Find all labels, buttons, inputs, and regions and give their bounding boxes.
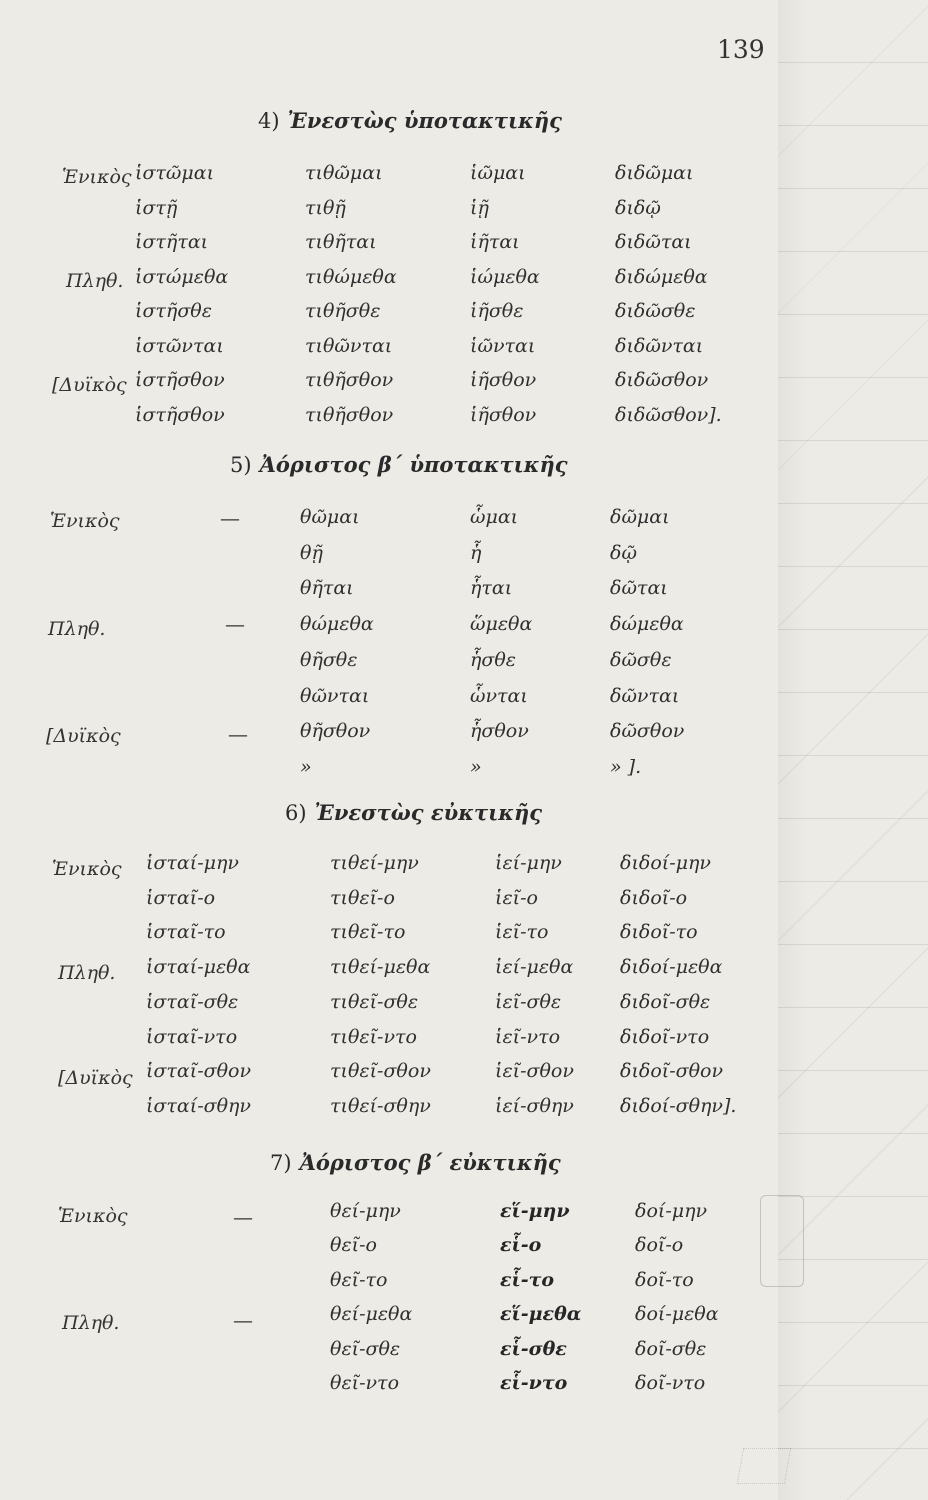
verb-form: εἵ-μεθα: [500, 1303, 582, 1325]
verb-form: θεί-μεθα: [330, 1303, 413, 1325]
section-number: 4): [258, 109, 280, 133]
verb-form: ἱστῆται: [135, 231, 209, 253]
verb-form: τιθῆσθον: [305, 369, 394, 391]
verb-form: θῆται: [300, 577, 354, 599]
section-title: Ἐνεστὼς εὐκτικῆς: [314, 800, 543, 825]
verb-form: δοῖ-ο: [635, 1234, 684, 1256]
verb-form: θῆσθε: [300, 649, 358, 671]
label-plural: Πληθ.: [62, 1312, 120, 1334]
page-number: 139: [717, 35, 765, 64]
verb-form: διδοῖ-ντο: [620, 1026, 710, 1048]
pencil-smudge: [737, 1448, 791, 1484]
verb-form: διδοῖ-σθον: [620, 1060, 724, 1082]
verb-form: ὥμεθα: [470, 613, 533, 635]
verb-form: δοί-μην: [635, 1200, 708, 1222]
verb-form: διδῶσθον: [615, 369, 709, 391]
empty-dash: —: [233, 1205, 253, 1229]
verb-form: ἱεῖ-ο: [495, 887, 538, 909]
verb-form: διδώμεθα: [615, 266, 708, 288]
verb-form: ἱεί-μην: [495, 852, 562, 874]
label-dual: [Δυϊκὸς: [46, 725, 121, 747]
verb-form: ὧμαι: [470, 506, 519, 528]
verb-form: ἱσταῖ-ντο: [146, 1026, 238, 1048]
label-singular: Ἑνικὸς: [52, 858, 122, 880]
verb-form: ἱεί-μεθα: [495, 956, 574, 978]
verb-form: δῶνται: [610, 685, 680, 707]
empty-dash: —: [220, 506, 240, 530]
verb-form: δῶσθε: [610, 649, 672, 671]
verb-form: δοῖ-σθε: [635, 1338, 707, 1360]
verb-form: τιθῶμαι: [305, 162, 383, 184]
verb-form: ἱσταῖ-σθον: [146, 1060, 252, 1082]
label-dual: [Δυϊκὸς: [58, 1067, 133, 1089]
empty-dash: —: [228, 722, 248, 746]
verb-form: ἱστῆσθον: [135, 404, 225, 426]
label-singular: Ἑνικὸς: [50, 510, 120, 532]
verb-form: »: [470, 756, 482, 778]
verb-form: »: [300, 756, 312, 778]
verb-form: ἱώμεθα: [470, 266, 540, 288]
verb-form: ἱῆται: [470, 231, 520, 253]
verb-form: διδῶται: [615, 231, 692, 253]
verb-form: διδοῖ-σθε: [620, 991, 711, 1013]
section-heading: [270, 1150, 561, 1175]
section-number: 6): [285, 801, 307, 825]
verb-form: θεί-μην: [330, 1200, 401, 1222]
empty-dash: —: [225, 612, 245, 636]
verb-form: ἱσταῖ-ο: [146, 887, 216, 909]
label-dual: [Δυϊκὸς: [52, 374, 127, 396]
verb-form: τιθεί-σθην: [330, 1095, 431, 1117]
verb-form: τιθῶνται: [305, 335, 393, 357]
verb-form: ὧνται: [470, 685, 528, 707]
verb-form: τιθεῖ-ο: [330, 887, 395, 909]
section-title: Ἀόριστος β΄ ὑποτακτικῆς: [259, 452, 568, 477]
verb-form: εἷ-ντο: [500, 1372, 568, 1394]
verb-form: ἱσταί-μεθα: [146, 956, 251, 978]
verb-form: τιθεί-μεθα: [330, 956, 431, 978]
verb-form: ἱστῶμαι: [135, 162, 215, 184]
verb-form: θῶνται: [300, 685, 370, 707]
verb-form: θεῖ-ο: [330, 1234, 377, 1256]
verb-form: τιθεῖ-σθον: [330, 1060, 431, 1082]
verb-form: ἱῇ: [470, 197, 489, 219]
verb-form: τιθῆται: [305, 231, 377, 253]
verb-form: » ].: [610, 756, 642, 778]
verb-form: διδοί-μην: [620, 852, 711, 874]
verb-form: τιθῆσθον: [305, 404, 394, 426]
verb-form: ἧται: [470, 577, 513, 599]
verb-form: θῇ: [300, 542, 323, 564]
verb-form: ἱσταί-σθην: [146, 1095, 251, 1117]
verb-form: εἵ-μην: [500, 1200, 570, 1222]
verb-form: ἱῶμαι: [470, 162, 526, 184]
verb-form: τιθῆσθε: [305, 300, 381, 322]
verb-form: θῆσθον: [300, 720, 371, 742]
verb-form: τιθῇ: [305, 197, 346, 219]
verb-form: διδοῖ-ο: [620, 887, 688, 909]
verb-form: εἷ-το: [500, 1269, 555, 1291]
verb-form: διδῶσθον].: [615, 404, 722, 426]
verb-form: διδῶσθε: [615, 300, 696, 322]
verb-form: τιθεί-μην: [330, 852, 419, 874]
pencil-bracket: [760, 1195, 804, 1287]
verb-form: ἱεῖ-σθε: [495, 991, 562, 1013]
verb-form: δῶμαι: [610, 506, 670, 528]
verb-form: θεῖ-ντο: [330, 1372, 400, 1394]
verb-form: θώμεθα: [300, 613, 374, 635]
section-number: 7): [270, 1151, 292, 1175]
label-plural: Πληθ.: [48, 618, 106, 640]
verb-form: ἱστῇ: [135, 197, 178, 219]
verb-form: θεῖ-το: [330, 1269, 388, 1291]
verb-form: δώμεθα: [610, 613, 684, 635]
verb-form: ἧσθε: [470, 649, 516, 671]
verb-form: ἱεί-σθην: [495, 1095, 574, 1117]
verb-form: δῷ: [610, 542, 637, 564]
verb-form: ἱσταῖ-το: [146, 921, 226, 943]
verb-form: ἱῶνται: [470, 335, 536, 357]
verb-form: θεῖ-σθε: [330, 1338, 401, 1360]
verb-form: τιθεῖ-σθε: [330, 991, 419, 1013]
verb-form: δῶσθον: [610, 720, 685, 742]
verb-form: ἱστῶνται: [135, 335, 224, 357]
verb-form: ἱστῆσθον: [135, 369, 225, 391]
verb-form: ἱστώμεθα: [135, 266, 229, 288]
verb-form: δοῖ-το: [635, 1269, 694, 1291]
verb-form: δοῖ-ντο: [635, 1372, 706, 1394]
section-heading: [258, 108, 562, 133]
verb-form: δοί-μεθα: [635, 1303, 719, 1325]
verb-form: διδῷ: [615, 197, 661, 219]
verb-form: ἱσταί-μην: [146, 852, 239, 874]
verb-form: δῶται: [610, 577, 668, 599]
verb-form: ἱσταῖ-σθε: [146, 991, 239, 1013]
verb-form: διδῶμαι: [615, 162, 694, 184]
section-heading: [285, 800, 542, 825]
verb-form: εἷ-σθε: [500, 1338, 567, 1360]
verb-form: ἱστῆσθε: [135, 300, 212, 322]
verb-form: ἱῆσθον: [470, 404, 537, 426]
label-singular: Ἑνικὸς: [58, 1205, 128, 1227]
label-plural: Πληθ.: [58, 962, 116, 984]
verb-form: ἱεῖ-ντο: [495, 1026, 561, 1048]
section-title: Ἐνεστὼς ὑποτακτικῆς: [287, 108, 562, 133]
verb-form: ἧ: [470, 542, 482, 564]
section-heading: [230, 452, 568, 477]
label-singular: Ἑνικὸς: [62, 166, 132, 188]
verb-form: διδοί-σθην].: [620, 1095, 737, 1117]
section-title: Ἀόριστος β΄ εὐκτικῆς: [299, 1150, 561, 1175]
label-plural: Πληθ.: [66, 270, 124, 292]
verb-form: ἧσθον: [470, 720, 529, 742]
verb-form: διδοί-μεθα: [620, 956, 723, 978]
verb-form: διδῶνται: [615, 335, 704, 357]
empty-dash: —: [233, 1308, 253, 1332]
verb-form: τιθεῖ-το: [330, 921, 406, 943]
verb-form: ἱεῖ-σθον: [495, 1060, 574, 1082]
verb-form: θῶμαι: [300, 506, 360, 528]
section-number: 5): [230, 453, 252, 477]
verb-form: διδοῖ-το: [620, 921, 698, 943]
verb-form: ἱῆσθε: [470, 300, 524, 322]
verb-form: ἱῆσθον: [470, 369, 537, 391]
verb-form: ἱεῖ-το: [495, 921, 549, 943]
verb-form: εἷ-ο: [500, 1234, 542, 1256]
verb-form: τιθεῖ-ντο: [330, 1026, 417, 1048]
verb-form: τιθώμεθα: [305, 266, 397, 288]
